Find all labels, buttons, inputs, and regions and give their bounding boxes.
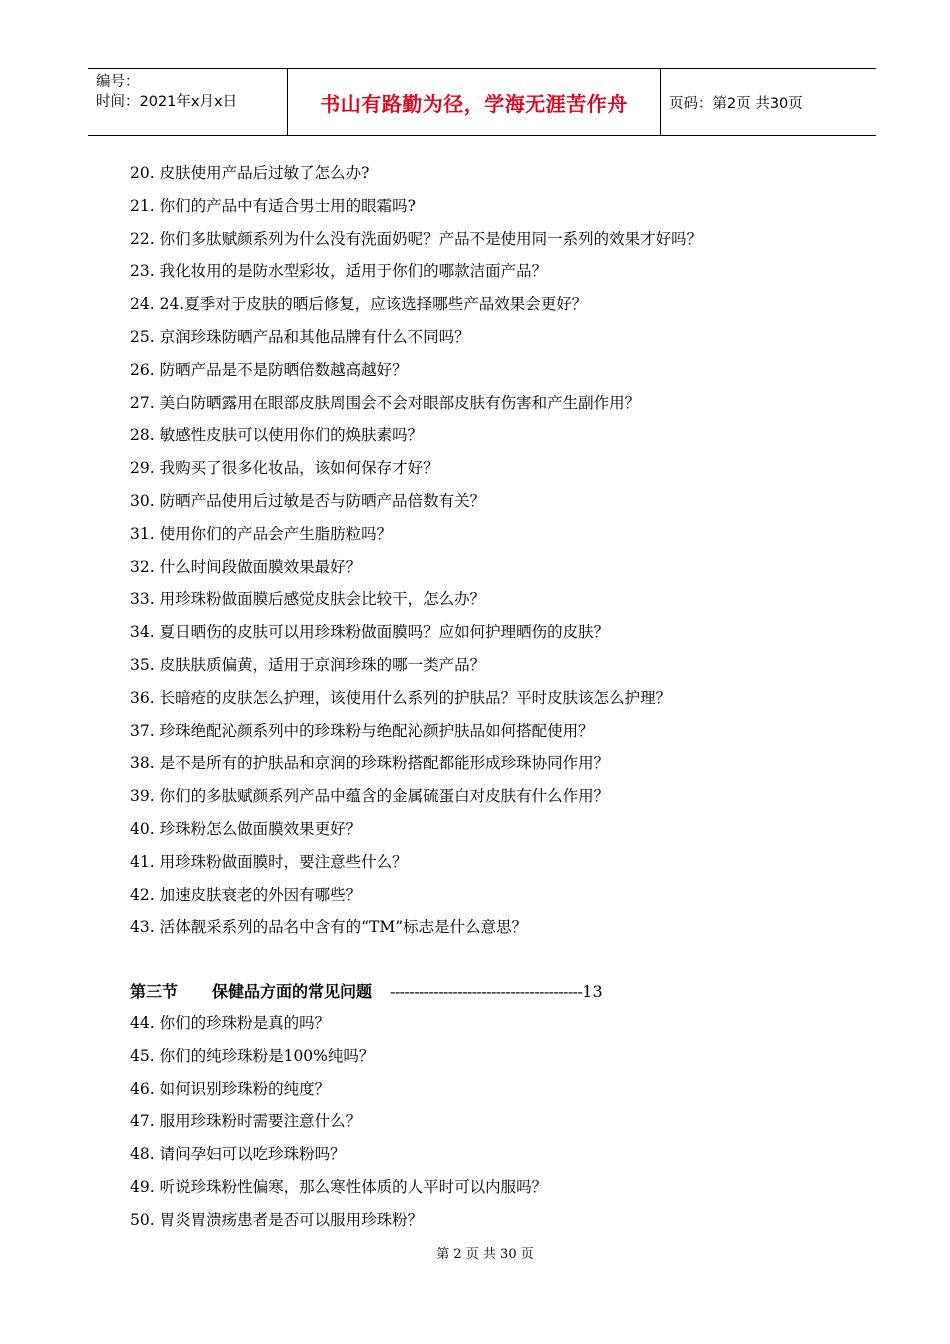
header-motto-cell	[288, 69, 661, 136]
list-item: 40. 珍珠粉怎么做面膜效果更好？	[130, 819, 362, 838]
list-item: 41. 用珍珠粉做面膜时，要注意些什么？	[130, 852, 408, 871]
list-item: 24. 24.夏季对于皮肤的晒后修复，应该选择哪些产品效果会更好？	[130, 295, 588, 314]
section-name: 保健品方面的常见问题	[212, 982, 373, 1001]
list-item: 22. 你们多肽赋颜系列为什么没有洗面奶呢？产品不是使用同一系列的效果才好吗？	[130, 229, 703, 248]
list-item: 31. 使用你们的产品会产生脂肪粒吗？	[130, 524, 393, 543]
list-item: 44. 你们的珍珠粉是真的吗？	[130, 1014, 331, 1032]
page-code: 页码：第2页 共30页	[669, 95, 803, 112]
list-item: 20. 皮肤使用产品后过敏了怎么办?	[130, 164, 370, 182]
list-item: 35. 皮肤肤质偏黄，适用于京润珍珠的哪一类产品？	[130, 655, 486, 674]
question-list-part1	[130, 157, 702, 944]
list-item: 32. 什么时间段做面膜效果最好？	[130, 557, 362, 576]
list-item: 42. 加速皮肤衰老的外因有哪些？	[130, 885, 362, 904]
list-item: 46. 如何识别珍珠粉的纯度？	[130, 1079, 331, 1098]
section-heading	[130, 976, 603, 1008]
list-item: 47. 服用珍珠粉时需要注意什么？	[130, 1112, 362, 1131]
question-list-part2	[130, 1007, 547, 1237]
list-item: 43. 活体靓采系列的品名中含有的“TM”标志是什么意思？	[130, 918, 528, 937]
list-item: 33. 用珍珠粉做面膜后感觉皮肤会比较干，怎么办？	[130, 590, 486, 609]
list-item: 39. 你们的多肽赋颜系列产品中蕴含的金属硫蛋白对皮肤有什么作用？	[130, 787, 610, 806]
number-label: 编号：	[96, 74, 140, 90]
page-footer: 第 2 页 共 30 页	[436, 1247, 534, 1262]
list-item: 45. 你们的纯珍珠粉是100%纯吗？	[130, 1046, 375, 1065]
section-number: 第三节	[130, 982, 179, 1001]
list-item: 49. 听说珍珠粉性偏寒，那么寒性体质的人平时可以内服吗？	[130, 1177, 548, 1196]
header-meta-cell	[88, 69, 288, 136]
list-item: 25. 京润珍珠防晒产品和其他品牌有什么不同吗？	[130, 327, 470, 346]
list-item: 27. 美白防晒露用在眼部皮肤周围会不会对眼部皮肤有伤害和产生副作用？	[130, 393, 641, 412]
list-item: 30. 防晒产品使用后过敏是否与防晒产品倍数有关？	[130, 491, 486, 510]
list-item: 26. 防晒产品是不是防晒倍数越高越好？	[130, 360, 408, 379]
list-item: 37. 珍珠绝配沁颜系列中的珍珠粉与绝配沁颜护肤品如何搭配使用？	[130, 721, 594, 740]
list-item: 50. 胃炎胃溃疡患者是否可以服用珍珠粉？	[130, 1210, 424, 1229]
section-page: 13	[582, 982, 603, 1001]
list-item: 48. 请问孕妇可以吃珍珠粉吗？	[130, 1145, 346, 1164]
list-item: 29. 我购买了很多化妆品，该如何保存才好？	[130, 459, 439, 478]
list-item: 36. 长暗疮的皮肤怎么护理，该使用什么系列的护肤品？平时皮肤该怎么护理？	[130, 688, 672, 707]
toc-leader: ----------------------------------------	[390, 982, 583, 1001]
header-page-cell	[661, 69, 877, 136]
list-item: 38. 是不是所有的护肤品和京润的珍珠粉搭配都能形成珍珠协同作用？	[130, 754, 610, 773]
page-header	[88, 68, 876, 136]
list-item: 28. 敏感性皮肤可以使用你们的焕肤素吗？	[130, 426, 424, 445]
list-item: 34. 夏日晒伤的皮肤可以用珍珠粉做面膜吗？应如何护理晒伤的皮肤？	[130, 623, 610, 642]
list-item: 21. 你们的产品中有适合男士用的眼霜吗?	[130, 196, 416, 215]
motto: 书山有路勤为径，学海无涯苦作舟	[320, 91, 628, 116]
list-item: 23. 我化妆用的是防水型彩妆，适用于你们的哪款洁面产品？	[130, 262, 548, 281]
time-label: 时间：2021年x月x日	[96, 94, 238, 110]
